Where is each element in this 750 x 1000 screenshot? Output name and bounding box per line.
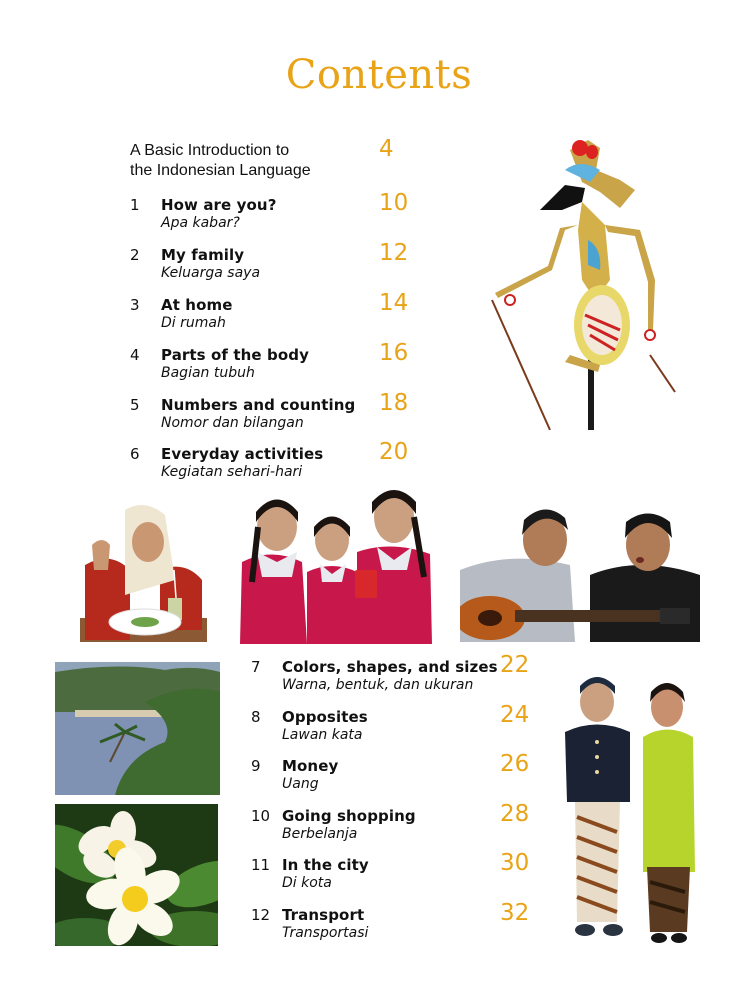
toc-intro-entry[interactable] <box>130 141 350 181</box>
chapter-title-en: How are you? <box>161 196 277 214</box>
chapter-title-id: Warna, bentuk, dan ukuran <box>282 677 474 693</box>
chapter-title-id: Di rumah <box>161 315 226 331</box>
boys-guitar-photo <box>460 500 702 642</box>
chapter-title-id: Uang <box>282 776 319 792</box>
chapter-number: 6 <box>130 445 140 463</box>
chapter-page: 20 <box>379 439 409 465</box>
chapter-title-id: Di kota <box>282 875 332 891</box>
toc-entry[interactable] <box>130 390 420 440</box>
chapter-number: 9 <box>251 757 261 775</box>
chapter-number: 2 <box>130 246 140 264</box>
toc-intro-line2: the Indonesian Language <box>130 162 311 179</box>
toc-intro-page: 4 <box>379 136 394 162</box>
chapter-page: 32 <box>500 900 530 926</box>
chapter-number: 3 <box>130 296 140 314</box>
chapter-title-id: Nomor dan bilangan <box>161 415 304 431</box>
chapter-title-en: Parts of the body <box>161 346 309 364</box>
toc-intro-line1: A Basic Introduction to <box>130 142 290 159</box>
wayang-puppet-photo <box>470 130 690 430</box>
chapter-number: 11 <box>251 856 271 874</box>
chapter-title-en: My family <box>161 246 245 264</box>
chapter-title-en: Transport <box>282 906 365 924</box>
toc-entry[interactable] <box>130 240 420 290</box>
chapter-title-en: Everyday activities <box>161 445 324 463</box>
chapter-title-id: Kegiatan sehari-hari <box>161 464 303 480</box>
chapter-title-id: Apa kabar? <box>161 215 240 231</box>
chapter-number: 8 <box>251 708 261 726</box>
chapter-number: 12 <box>251 906 271 924</box>
toc-entry[interactable] <box>251 652 541 702</box>
chapter-title-id: Lawan kata <box>282 727 363 743</box>
chapter-title-en: Numbers and counting <box>161 396 356 414</box>
toc-entry[interactable] <box>130 340 420 390</box>
chapter-title-id: Keluarga saya <box>161 265 261 281</box>
chapter-page: 10 <box>379 190 409 216</box>
toc-entry[interactable] <box>130 190 420 240</box>
chapter-number: 5 <box>130 396 140 414</box>
toc-entry[interactable] <box>251 801 541 851</box>
chapter-title-id: Bagian tubuh <box>161 365 255 381</box>
schoolgirls-photo <box>232 482 437 644</box>
chapter-page: 26 <box>500 751 530 777</box>
coastal-landscape-photo <box>55 662 220 795</box>
chapter-page: 30 <box>500 850 530 876</box>
chapter-title-en: At home <box>161 296 233 314</box>
chapter-number: 4 <box>130 346 140 364</box>
chapter-title-id: Berbelanja <box>282 826 358 842</box>
toc-entry[interactable] <box>251 751 541 801</box>
chapter-page: 14 <box>379 290 409 316</box>
chapter-number: 10 <box>251 807 271 825</box>
chapter-page: 24 <box>500 702 530 728</box>
chapter-page: 12 <box>379 240 409 266</box>
toc-entry[interactable] <box>130 290 420 340</box>
chapter-page: 18 <box>379 390 409 416</box>
chapter-title-en: Opposites <box>282 708 368 726</box>
chapter-number: 7 <box>251 658 261 676</box>
chapter-page: 22 <box>500 652 530 678</box>
children-traditional-dress-photo <box>555 672 705 944</box>
chapter-number: 1 <box>130 196 140 214</box>
chapter-title-en: In the city <box>282 856 369 874</box>
page-title: Contents <box>285 52 473 98</box>
chapter-page: 28 <box>500 801 530 827</box>
chapter-page: 16 <box>379 340 409 366</box>
toc-entry[interactable] <box>251 900 541 950</box>
woman-eating-photo <box>80 500 207 642</box>
toc-entry[interactable] <box>251 850 541 900</box>
toc-entry[interactable] <box>251 702 541 752</box>
chapter-title-en: Colors, shapes, and sizes <box>282 658 498 676</box>
frangipani-flower-photo <box>55 804 218 946</box>
chapter-title-en: Going shopping <box>282 807 416 825</box>
chapter-title-en: Money <box>282 757 339 775</box>
chapter-title-id: Transportasi <box>282 925 369 941</box>
